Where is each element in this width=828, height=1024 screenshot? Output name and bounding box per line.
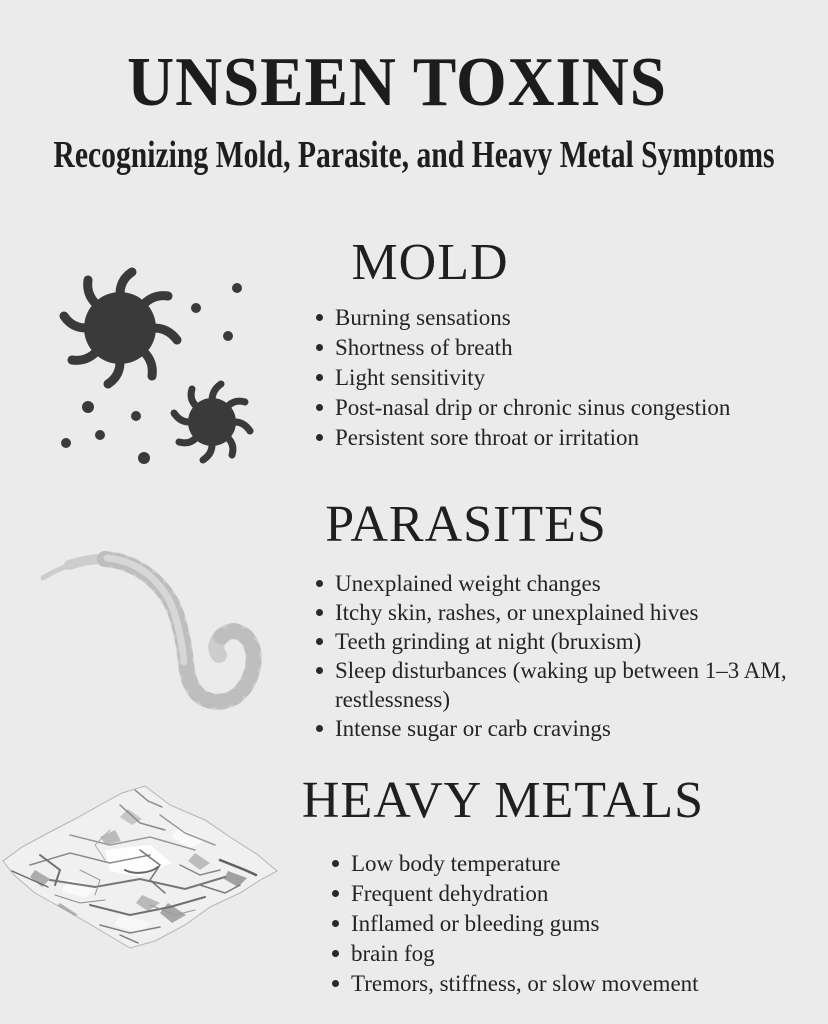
- symptom-item: Inflamed or bleeding gums: [329, 909, 809, 939]
- symptom-item: Teeth grinding at night (bruxism): [313, 627, 828, 656]
- symptom-item: Light sensitivity: [313, 363, 813, 393]
- parasites-symptom-list: [313, 569, 828, 743]
- symptom-item: Tremors, stiffness, or slow movement: [329, 969, 809, 999]
- crumpled-foil-icon: [0, 775, 300, 960]
- heavy-metals-heading: HEAVY METALS: [301, 772, 705, 829]
- symptom-item: Unexplained weight changes: [313, 569, 828, 598]
- symptom-item: Itchy skin, rashes, or unexplained hives: [313, 598, 828, 627]
- symptom-item: Intense sugar or carb cravings: [313, 714, 828, 743]
- mold-symptom-list: [313, 303, 813, 453]
- parasites-heading: PARASITES: [325, 496, 607, 553]
- symptom-item: Persistent sore throat or irritation: [313, 423, 813, 453]
- symptom-item: brain fog: [329, 939, 809, 969]
- mold-heading: MOLD: [351, 234, 509, 291]
- symptom-item: Shortness of breath: [313, 333, 813, 363]
- parasite-worm-icon: [35, 545, 275, 715]
- symptom-item: Post-nasal drip or chronic sinus congestion: [313, 393, 813, 423]
- symptom-item: Burning sensations: [313, 303, 813, 333]
- page-title: UNSEEN TOXINS: [127, 44, 667, 121]
- heavy-metals-symptom-list: [329, 849, 809, 999]
- symptom-item: Low body temperature: [329, 849, 809, 879]
- symptom-item: Frequent dehydration: [329, 879, 809, 909]
- mold-spores-icon: [50, 262, 260, 472]
- symptom-item: Sleep disturbances (waking up between 1–3 AM, restlessness): [313, 656, 828, 714]
- page-subtitle: Recognizing Mold, Parasite, and Heavy Metal Symptoms: [53, 134, 775, 176]
